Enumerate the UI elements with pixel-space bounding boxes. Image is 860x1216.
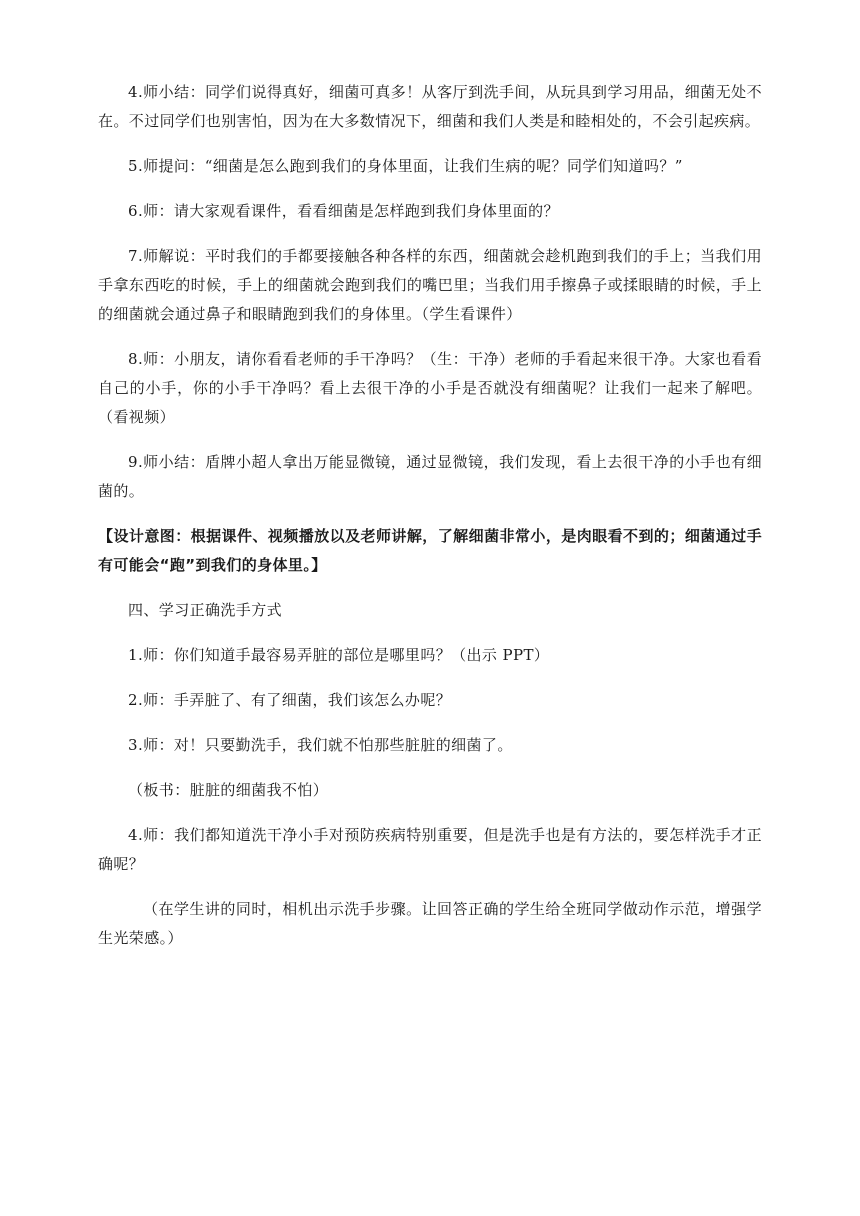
paragraph-step-4: 4.师：我们都知道洗干净小手对预防疾病特别重要，但是洗手也是有方法的，要怎样洗手才正确呢？	[98, 826, 762, 873]
paragraph-step-3: 3.师：对！只要勤洗手，我们就不怕那些脏脏的细菌了。	[128, 736, 513, 754]
paragraph-step-1: 1.师：你们知道手最容易弄脏的部位是哪里吗？（出示 PPT）	[128, 646, 550, 664]
section-heading-4: 四、学习正确洗手方式	[128, 601, 283, 619]
paragraph-teacher-8: 8.师：小朋友，请你看看老师的手干净吗？（生：干净）老师的手看起来很干净。大家也看看自己的小手，你的小手干净吗？看上去很干净的小手是否就没有细菌呢？让我们一起来了解吧。（看视频）	[98, 350, 762, 426]
paragraph-teacher-summary-4: 4.师小结：同学们说得真好，细菌可真多！从客厅到洗手间，从玩具到学习用品，细菌无处不在。不过同学们也别害怕，因为在大多数情况下，细菌和我们人类是和睦相处的，不会引起疾病。	[98, 83, 762, 130]
board-writing-note: （板书：脏脏的细菌我不怕）	[128, 781, 329, 799]
paragraph-teacher-summary-9: 9.师小结：盾牌小超人拿出万能显微镜，通过显微镜，我们发现，看上去很干净的小手也有细菌的。	[98, 453, 762, 500]
paragraph-step-2: 2.师：手弄脏了、有了细菌，我们该怎么办呢？	[128, 691, 452, 709]
document-body	[98, 78, 762, 953]
paragraph-teacher-question-5: 5.师提问：“细菌是怎么跑到我们的身体里面，让我们生病的呢？同学们知道吗？”	[128, 157, 683, 175]
paragraph-teacher-6: 6.师：请大家观看课件，看看细菌是怎样跑到我们身体里面的？	[128, 202, 559, 220]
paragraph-teacher-explain-7: 7.师解说：平时我们的手都要接触各种各样的东西，细菌就会趁机跑到我们的手上；当我们用手拿东西吃的时候，手上的细菌就会跑到我们的嘴巴里；当我们用手擦鼻子或揉眼睛的时候，手上的细菌就会通过鼻子和眼睛跑到我们的身体里。（学生看课件）	[98, 247, 762, 323]
teaching-note-paragraph: （在学生讲的同时，相机出示洗手步骤。让回答正确的学生给全班同学做动作示范，增强学生光荣感。）	[98, 900, 762, 947]
design-intent-paragraph: 【设计意图：根据课件、视频播放以及老师讲解，了解细菌非常小，是肉眼看不到的；细菌通过手有可能会“跑”到我们的身体里。】	[98, 527, 762, 574]
